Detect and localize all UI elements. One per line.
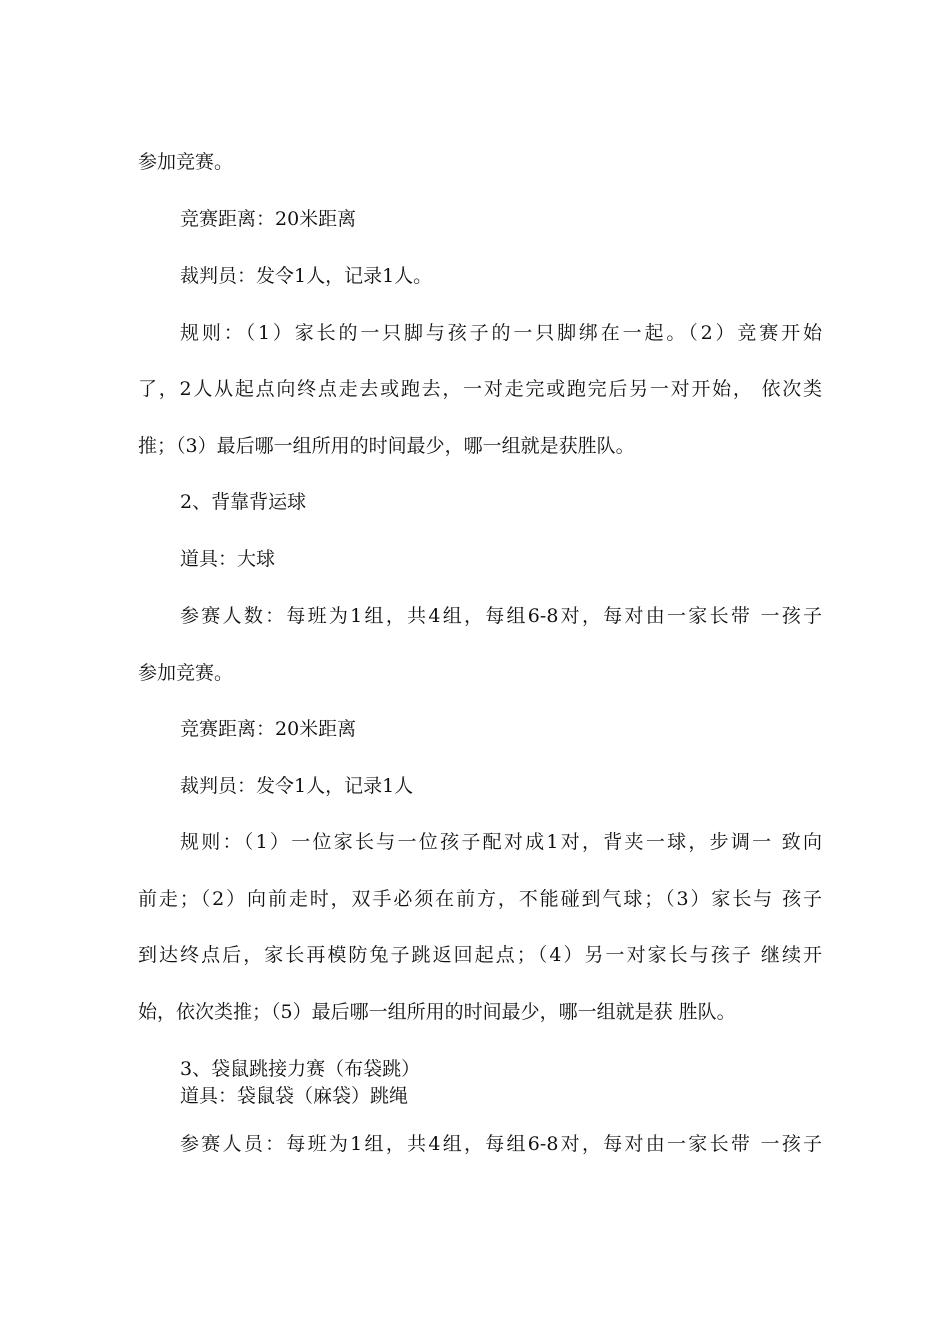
paragraph-line: 前走；（2）向前走时，双手必须在前方，不能碰到气球；（3）家长与 孩子: [138, 888, 822, 910]
paragraph-line: 了，2人从起点向终点走去或跑去，一对走完或跑完后另一对开始， 依次类: [138, 378, 822, 400]
paragraph-line: 规则：（1）家长的一只脚与孩子的一只脚绑在一起。（2）竞赛开始: [180, 322, 822, 344]
paragraph-line: 参加竞赛。: [138, 151, 234, 173]
paragraph-line: 裁判员：发令1人，记录1人。: [180, 265, 433, 287]
paragraph-line: 裁判员：发令1人，记录1人: [180, 775, 414, 797]
paragraph-line: 道具：大球: [180, 548, 276, 570]
paragraph-line: 竞赛距离：20米距离: [180, 208, 357, 230]
section-heading: 2、背靠背运球: [180, 491, 307, 513]
paragraph-line: 推；（3）最后哪一组所用的时间最少，哪一组就是获胜队。: [138, 435, 635, 457]
paragraph-line: 参赛人数：每班为1组，共4组，每组6-8对，每对由一家长带 一孩子: [180, 605, 822, 627]
paragraph-line: 参加竞赛。: [138, 662, 234, 684]
paragraph-line: 始，依次类推；（5）最后哪一组所用的时间最少，哪一组就是获 胜队。: [138, 1001, 736, 1023]
paragraph-line: 到达终点后，家长再模防兔子跳返回起点；（4）另一对家长与孩子 继续开: [138, 944, 822, 966]
section-heading: 3、袋鼠跳接力赛（布袋跳）: [180, 1058, 421, 1080]
paragraph-line: 竞赛距离：20米距离: [180, 718, 357, 740]
paragraph-line: 参赛人员：每班为1组，共4组，每组6-8对，每对由一家长带 一孩子: [180, 1133, 822, 1155]
paragraph-line: 规则：（1）一位家长与一位孩子配对成1对，背夹一球，步调一 致向: [180, 831, 822, 853]
paragraph-line: 道具：袋鼠袋（麻袋）跳绳: [180, 1085, 409, 1107]
